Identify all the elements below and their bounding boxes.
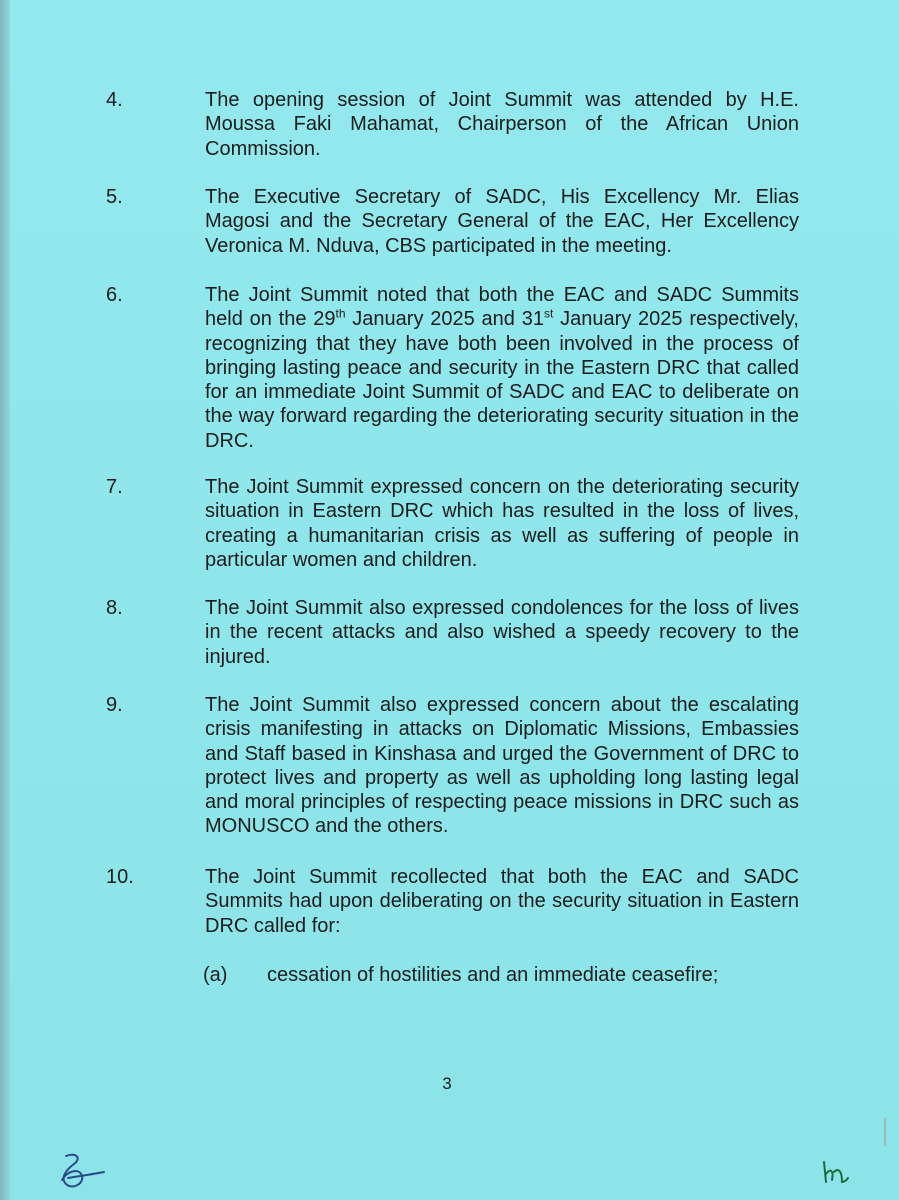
paragraph-number: 9. xyxy=(106,694,123,716)
paragraph-text: The Joint Summit recollected that both the EAC and SADC Summits had upon deliberating on the security situation in Eastern DRC called for: xyxy=(205,866,799,937)
text-segment: January 2025 respectively, recognizing that they have both been involved in the process of bringing lasting peace and security in the Eastern DRC that called for an immediate Joint Summit of SADC and EAC to deliberate on the way forward regarding the deteriorating security situation in the DRC. xyxy=(205,308,799,452)
paragraph-number: 7. xyxy=(106,476,123,498)
paragraph-number: 6. xyxy=(106,284,123,306)
paragraph-text: The Executive Secretary of SADC, His Excellency Mr. Elias Magosi and the Secretary General of the EAC, Her Excellency Veronica M. Nduva, CBS participated in the meeting. xyxy=(205,186,799,257)
scan-edge-mark xyxy=(884,1118,886,1146)
paragraph-text: The Joint Summit also expressed condolences for the loss of lives in the recent attacks and also wished a speedy recovery to the injured. xyxy=(205,597,799,668)
sub-item-label: (a) xyxy=(203,964,228,986)
paragraph-text xyxy=(205,283,799,453)
page-number: 3 xyxy=(442,1074,452,1093)
text-segment: The Joint Summit noted that both the EAC and SADC Summits held on the 29 xyxy=(205,284,799,331)
paragraph-number: 8. xyxy=(106,597,123,619)
paragraph-number: 5. xyxy=(106,186,123,208)
paragraph-number: 10. xyxy=(106,866,134,888)
paragraph-number: 4. xyxy=(106,89,123,111)
initials-signature-right xyxy=(820,1158,850,1188)
page-left-edge xyxy=(0,0,10,1200)
initials-signature-left xyxy=(52,1150,108,1192)
superscript: th xyxy=(335,306,346,321)
sub-item-text: cessation of hostilities and an immediate ceasefire; xyxy=(267,964,719,986)
text-segment: January 2025 and 31 xyxy=(345,308,544,331)
paragraph-text: The Joint Summit also expressed concern about the escalating crisis manifesting in attacks on Diplomatic Missions, Embassies and Staff based in Kinshasa and urged the Government of DRC to protect lives and property as well as upholding long lasting legal and moral principles of respecting peace missions in DRC such as MONUSCO and the others. xyxy=(205,694,799,838)
superscript: st xyxy=(543,306,554,321)
paragraph-text: The Joint Summit expressed concern on the deteriorating security situation in Eastern DRC which has resulted in the loss of lives, creating a humanitarian crisis as well as suffering of people in particular women and children. xyxy=(205,476,799,571)
paragraph-text: The opening session of Joint Summit was attended by H.E. Moussa Faki Mahamat, Chairperson of the African Union Commission. xyxy=(205,89,799,160)
